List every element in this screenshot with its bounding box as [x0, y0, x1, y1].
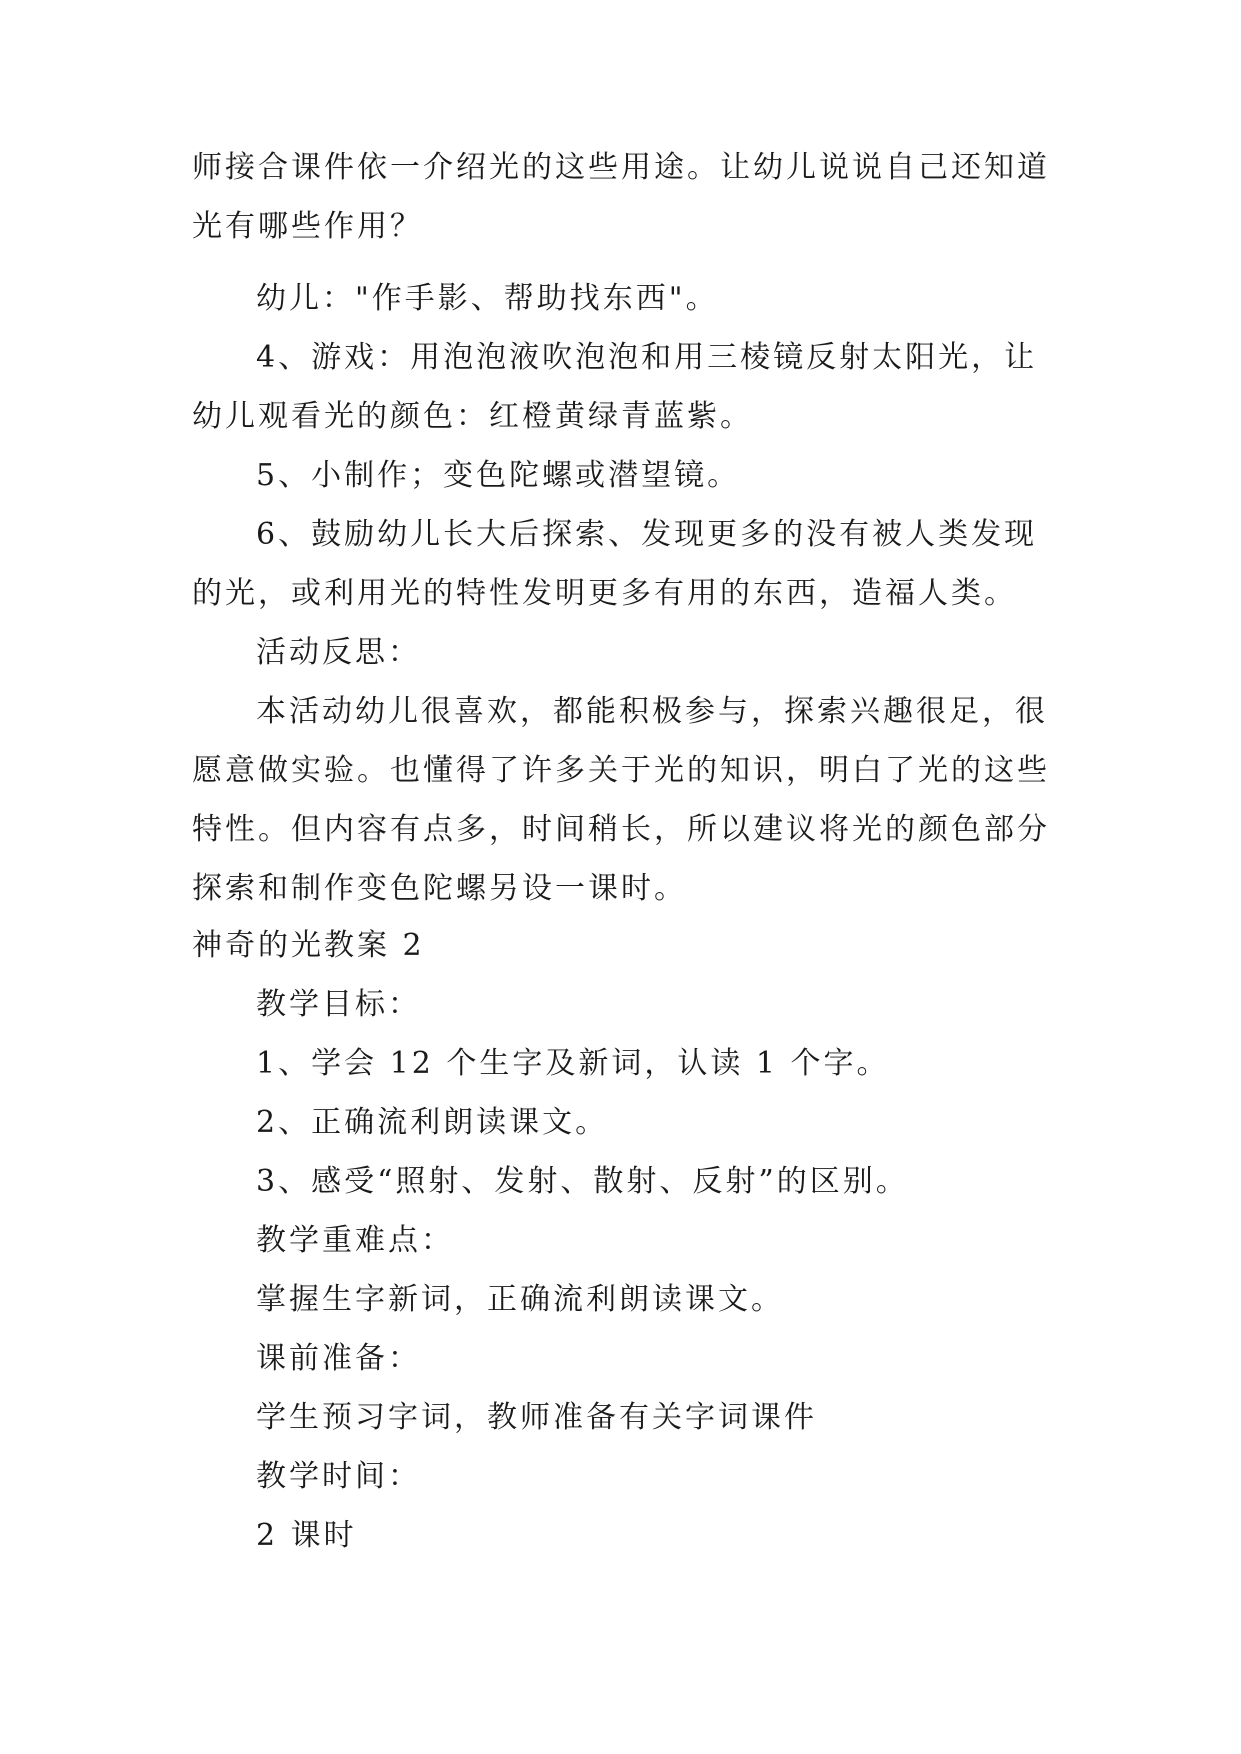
paragraph-line: 2 课时 [256, 1518, 357, 1553]
section-label: 教学重难点： [256, 1223, 454, 1258]
paragraph-line: 5、小制作；变色陀螺或潜望镜。 [256, 458, 741, 493]
paragraph-line: 师接合课件依一介绍光的这些用途。让幼儿说说自己还知道 [192, 150, 1050, 185]
paragraph-line: 4、游戏：用泡泡液吹泡泡和用三棱镜反射太阳光，让 [256, 340, 1038, 375]
paragraph-line: 特性。但内容有点多，时间稍长，所以建议将光的颜色部分 [192, 812, 1050, 847]
paragraph-line: 幼儿观看光的颜色：红橙黄绿青蓝紫。 [192, 399, 753, 434]
paragraph-line: 6、鼓励幼儿长大后探索、发现更多的没有被人类发现 [256, 517, 1038, 552]
section-label: 教学时间： [256, 1459, 421, 1494]
paragraph-line: 3、感受“照射、发射、散射、反射”的区别。 [256, 1164, 909, 1199]
section-label: 活动反思： [256, 635, 421, 670]
paragraph-line: 2、正确流利朗读课文。 [256, 1105, 609, 1140]
paragraph-line: 的光，或利用光的特性发明更多有用的东西，造福人类。 [192, 576, 1017, 611]
paragraph-line: 幼儿："作手影、帮助找东西"。 [256, 281, 719, 316]
paragraph-line: 光有哪些作用？ [192, 209, 423, 244]
paragraph-line: 本活动幼儿很喜欢，都能积极参与，探索兴趣很足，很 [256, 694, 1048, 729]
document-heading: 神奇的光教案 2 [192, 928, 425, 963]
paragraph-line: 1、学会 12 个生字及新词，认读 1 个字。 [256, 1046, 890, 1081]
section-label: 教学目标： [256, 987, 421, 1022]
paragraph-line: 掌握生字新词，正确流利朗读课文。 [256, 1282, 784, 1317]
paragraph-line: 学生预习字词，教师准备有关字词课件 [256, 1400, 817, 1435]
section-label: 课前准备： [256, 1341, 421, 1376]
paragraph-line: 愿意做实验。也懂得了许多关于光的知识，明白了光的这些 [192, 753, 1050, 788]
paragraph-line: 探索和制作变色陀螺另设一课时。 [192, 871, 687, 906]
